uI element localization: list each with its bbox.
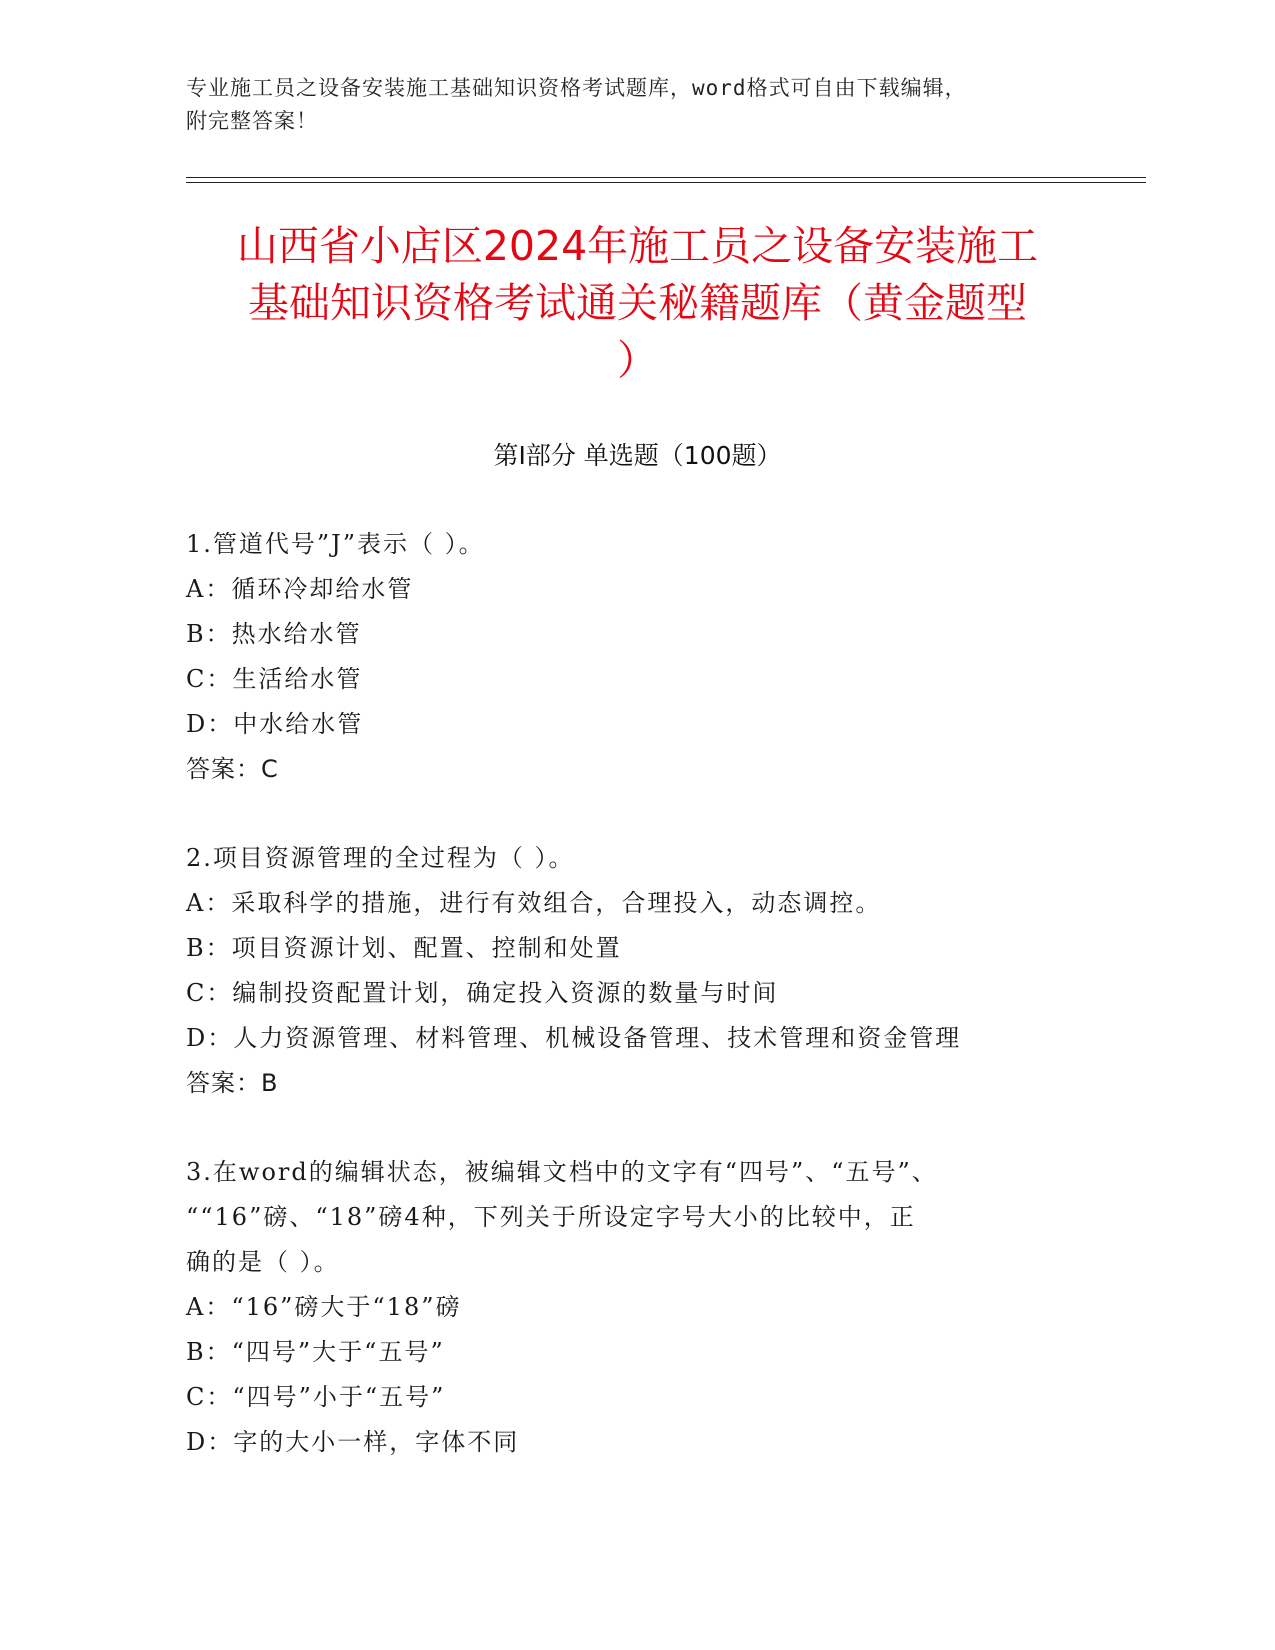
option-a: A：循环冷却给水管 <box>186 575 414 603</box>
option-d: D：中水给水管 <box>186 710 364 738</box>
option-a: A：“16”磅大于“18”磅 <box>186 1293 462 1321</box>
question-list <box>186 522 1086 1509</box>
title-line: 山西省小店区2024年施工员之设备安装施工 <box>236 222 1039 270</box>
header-note-line: 附完整答案！ <box>186 109 318 133</box>
option-b: B：“四号”大于“五号” <box>186 1338 445 1366</box>
header-note-line: 专业施工员之设备安装施工基础知识资格考试题库，word格式可自由下载编辑， <box>186 76 967 100</box>
option-c: C：生活给水管 <box>186 665 363 693</box>
title-line: ） <box>617 336 658 384</box>
answer-label: 答案：B <box>186 1069 279 1097</box>
answer-label: 答案：C <box>186 755 279 783</box>
option-b: B：项目资源计划、配置、控制和处置 <box>186 934 622 962</box>
question-item <box>186 522 1086 792</box>
title-line: 基础知识资格考试通关秘籍题库（黄金题型 <box>248 279 1027 327</box>
question-item <box>186 1150 1086 1465</box>
header-divider <box>186 182 1146 183</box>
header-note <box>186 72 1086 138</box>
option-c: C：“四号”小于“五号” <box>186 1383 446 1411</box>
header-divider <box>186 177 1146 178</box>
question-stem-line: 3.在word的编辑状态，被编辑文档中的文字有“四号”、“五号”、 <box>186 1158 938 1186</box>
question-stem-line: ““16”磅、“18”磅4种，下列关于所设定字号大小的比较中，正 <box>186 1203 916 1231</box>
option-c: C：编制投资配置计划，确定投入资源的数量与时间 <box>186 979 779 1007</box>
option-d: D：人力资源管理、材料管理、机械设备管理、技术管理和资金管理 <box>186 1024 962 1052</box>
question-stem-line: 确的是（ ）。 <box>186 1248 340 1276</box>
question-item <box>186 836 1086 1106</box>
option-d: D：字的大小一样，字体不同 <box>186 1428 520 1456</box>
question-stem: 2.项目资源管理的全过程为（ ）。 <box>186 844 575 872</box>
question-stem: 1.管道代号”J”表示（ ）。 <box>186 530 485 558</box>
option-b: B：热水给水管 <box>186 620 362 648</box>
section-title: 第Ⅰ部分 单选题（100题） <box>493 441 782 470</box>
option-a: A：采取科学的措施，进行有效组合，合理投入，动态调控。 <box>186 889 882 917</box>
document-title <box>160 218 1115 389</box>
